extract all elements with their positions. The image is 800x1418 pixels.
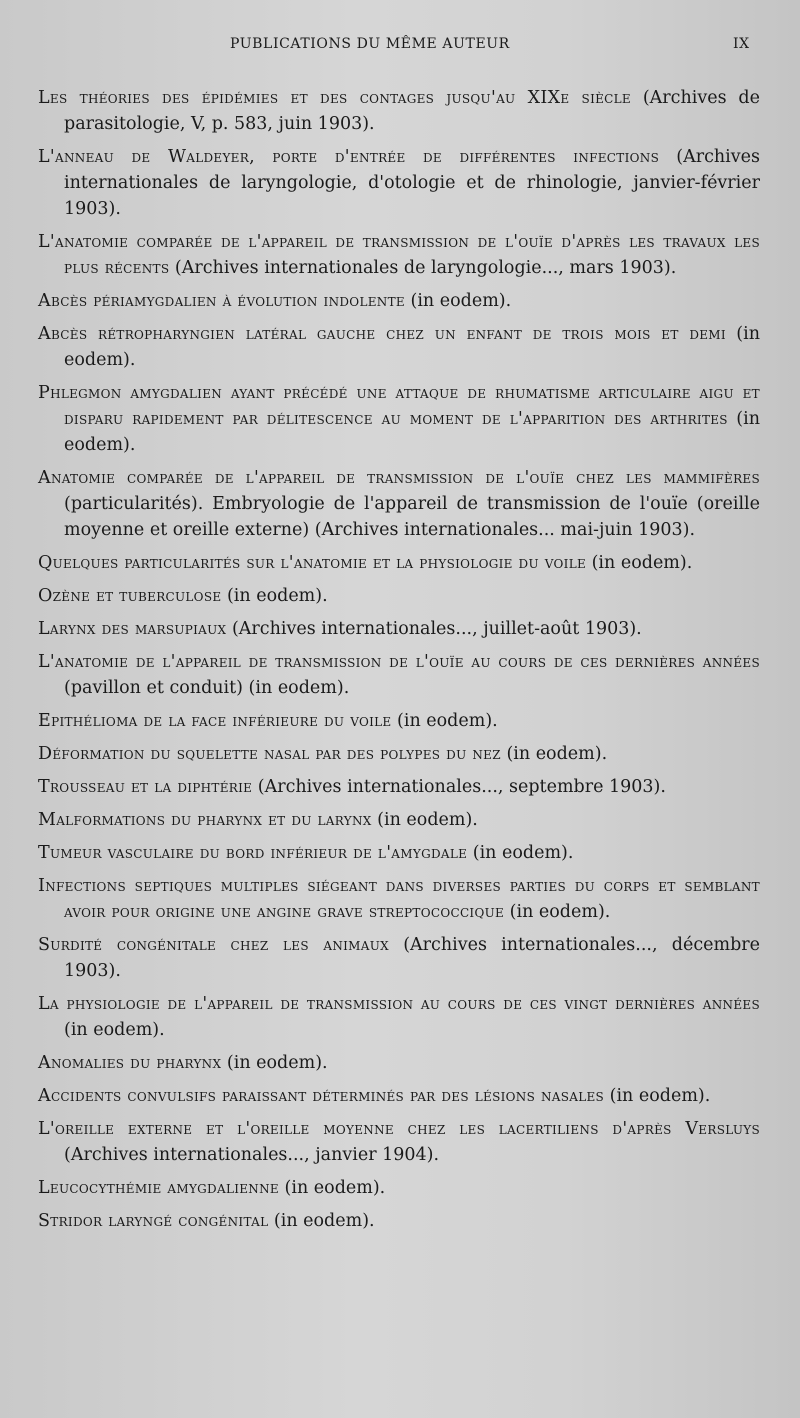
entry-title: Déformation du squelette nasal par des polypes du nez [38, 744, 501, 764]
publication-entry [38, 991, 760, 1043]
entry-detail: (in eodem). [64, 1020, 165, 1040]
entry-title: Quelques particularités sur l'anatomie et la physiologie du voile [38, 553, 587, 573]
publication-entry [38, 229, 760, 281]
entry-detail: (Archives de parasitologie, V, p. 583, juin 1903). [64, 88, 760, 134]
entry-title: L'anneau de Waldeyer, porte d'entrée de différentes infections [38, 147, 660, 167]
entry-detail: (in eodem). [504, 902, 611, 922]
publication-entry [38, 1050, 760, 1076]
entry-detail: (in eodem). [221, 586, 328, 606]
entry-detail: (in eodem). [371, 810, 478, 830]
publication-entry [38, 465, 760, 543]
entry-detail: (in eodem). [404, 291, 512, 311]
entry-detail: (Archives internationales..., septembre 1903). [252, 777, 666, 797]
publication-list [38, 85, 760, 1241]
entry-detail: (in eodem). [391, 711, 498, 731]
entry-detail: (in eodem). [64, 324, 760, 370]
publication-entry [38, 1175, 760, 1201]
entry-detail: (in eodem). [221, 1053, 328, 1073]
publication-entry [38, 288, 760, 314]
publication-entry [38, 1116, 760, 1168]
entry-title: Abcès rétropharyngien latéral gauche chez un enfant de trois mois et demi [38, 324, 726, 344]
publication-entry [38, 1083, 760, 1109]
entry-title: L'anatomie comparée de l'appareil de transmission de l'ouïe d'après les travaux les plus récents [38, 232, 760, 278]
entry-detail: (pavillon et conduit) (in eodem). [64, 678, 350, 698]
publication-entry [38, 583, 760, 609]
entry-detail: (Archives internationales..., décembre 1903). [64, 935, 760, 981]
entry-title: Stridor laryngé congénital [38, 1211, 269, 1231]
running-head [0, 36, 800, 58]
entry-detail: (in eodem). [500, 744, 608, 764]
publication-entry [38, 380, 760, 458]
publication-entry [38, 85, 760, 137]
entry-detail: (particularités). Embryologie de l'appareil de transmission de l'ouïe (oreille moyenne et oreille externe) (Archives internationales... mai-juin 1903). [64, 494, 760, 540]
entry-title: Anatomie comparée de l'appareil de transmission de l'ouïe chez les mammifères [38, 468, 760, 488]
entry-title: L'anatomie de l'appareil de transmission de l'ouïe au cours de ces dernières années [38, 652, 760, 672]
entry-title: Accidents convulsifs paraissant déterminés par des lésions nasales [38, 1086, 605, 1106]
entry-detail: (Archives internationales..., juillet-août 1903). [226, 619, 642, 639]
publication-entry [38, 1208, 760, 1234]
page-number: IX [733, 36, 750, 52]
publication-entry [38, 840, 760, 866]
publication-entry [38, 932, 760, 984]
entry-title: Epithélioma de la face inférieure du voile [38, 711, 392, 731]
entry-detail: (in eodem). [586, 553, 693, 573]
entry-title: Larynx des marsupiaux [38, 619, 227, 639]
entry-title: La physiologie de l'appareil de transmission au cours de ces vingt dernières années [38, 994, 760, 1014]
entry-title: Tumeur vasculaire du bord inférieur de l'amygdale [38, 843, 468, 863]
entry-title: Phlegmon amygdalien ayant précédé une attaque de rhumatisme articulaire aigu et disparu rapidement par délitescence au moment de l'apparition des arthrites [38, 383, 760, 429]
publication-entry [38, 144, 760, 222]
running-head-title: PUBLICATIONS DU MÊME AUTEUR [230, 36, 510, 52]
publication-entry [38, 616, 760, 642]
publication-entry [38, 741, 760, 767]
entry-title: Surdité congénitale chez les animaux [38, 935, 389, 955]
entry-title: Malformations du pharynx et du larynx [38, 810, 372, 830]
entry-detail: (Archives internationales de laryngologie..., mars 1903). [169, 258, 677, 278]
entry-detail: (in eodem). [64, 409, 760, 455]
publication-entry [38, 774, 760, 800]
entry-title: Les théories des épidémies et des contages jusqu'au XIXe siècle [38, 88, 631, 108]
entry-detail: (in eodem). [604, 1086, 711, 1106]
publication-entry [38, 708, 760, 734]
entry-detail: (in eodem). [467, 843, 574, 863]
entry-title: Ozène et tuberculose [38, 586, 222, 606]
publication-entry [38, 873, 760, 925]
publication-entry [38, 807, 760, 833]
entry-title: Infections septiques multiples siégeant dans diverses parties du corps et semblant avoir pour origine une angine grave streptococcique [38, 876, 760, 922]
publication-entry [38, 649, 760, 701]
entry-detail: (Archives internationales de laryngologie, d'otologie et de rhinologie, janvier-février 1903). [64, 147, 760, 219]
publication-entry [38, 550, 760, 576]
entry-title: Anomalies du pharynx [38, 1053, 222, 1073]
entry-detail: (Archives internationales..., janvier 1904). [64, 1145, 440, 1165]
entry-detail: (in eodem). [268, 1211, 375, 1231]
entry-title: Abcès périamygdalien à évolution indolente [38, 291, 405, 311]
entry-title: Leucocythémie amygdalienne [38, 1178, 279, 1198]
entry-title: Trousseau et la diphtérie [38, 777, 253, 797]
entry-title: L'oreille externe et l'oreille moyenne chez les lacertiliens d'après Versluys [38, 1119, 760, 1139]
publication-entry [38, 321, 760, 373]
entry-detail: (in eodem). [278, 1178, 386, 1198]
